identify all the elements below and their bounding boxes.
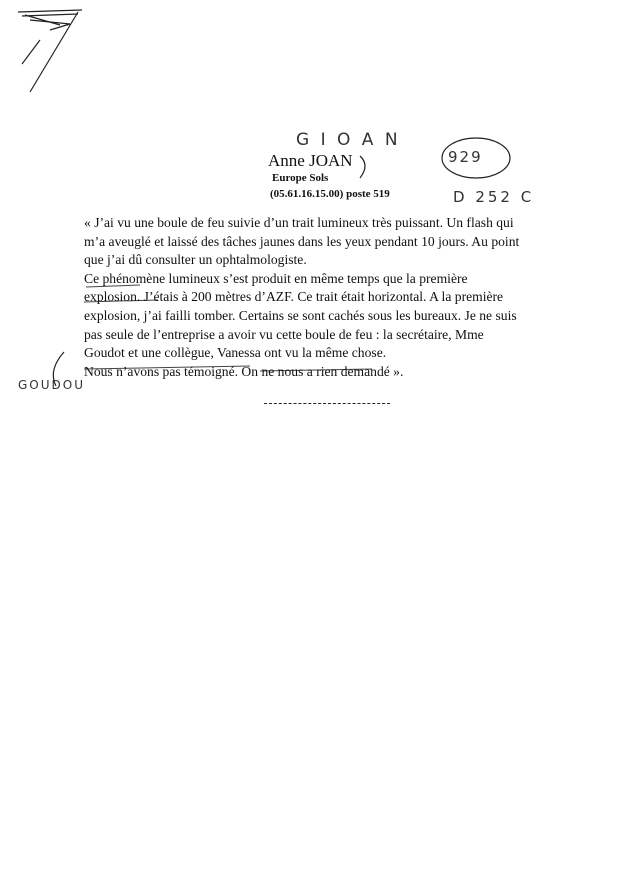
reference-code: D 252 C	[453, 188, 535, 206]
testimony-line: Goudot et une collègue, Vanessa ont vu la même chose.	[84, 345, 387, 361]
testimony-line: Nous n’avons pas témoigné. On ne nous a rien demandé ».	[84, 363, 404, 379]
testimony-line: Ce phénomène lumineux s’est produit en même temps que la première	[84, 270, 468, 286]
handwritten-name: G I O A N	[296, 130, 401, 150]
testimony-line: pas seule de l’entreprise a avoir vu cette boule de feu : la secrétaire, Mme	[84, 326, 484, 342]
testimony-line: explosion, j’ai failli tomber. Certains se sont cachés sous les bureaux. Je ne suis	[84, 307, 517, 323]
author-name: Anne JOAN	[268, 151, 353, 170]
circled-number: 929	[448, 148, 483, 166]
company-name: Europe Sols	[272, 172, 329, 184]
corner-scribble-icon	[18, 10, 82, 92]
testimony-line: explosion. J’étais à 200 mètres d’AZF. Ce trait était horizontal. A la première	[84, 289, 504, 305]
testimony-text	[84, 214, 566, 381]
separator-line	[264, 403, 390, 404]
testimony-line: « J’ai vu une boule de feu suivie d’un trait lumineux très puissant. Un flash qui	[84, 215, 514, 230]
margin-annotation: GOUDOU	[18, 378, 85, 392]
testimony-line: que j’ai dû consulter un ophtalmologiste.	[84, 252, 307, 268]
phone-number: (05.61.16.15.00) poste 519	[270, 188, 390, 200]
testimony-line: m’a aveuglé et laissé des tâches jaunes dans les yeux pendant 10 jours. Au point	[84, 233, 520, 249]
